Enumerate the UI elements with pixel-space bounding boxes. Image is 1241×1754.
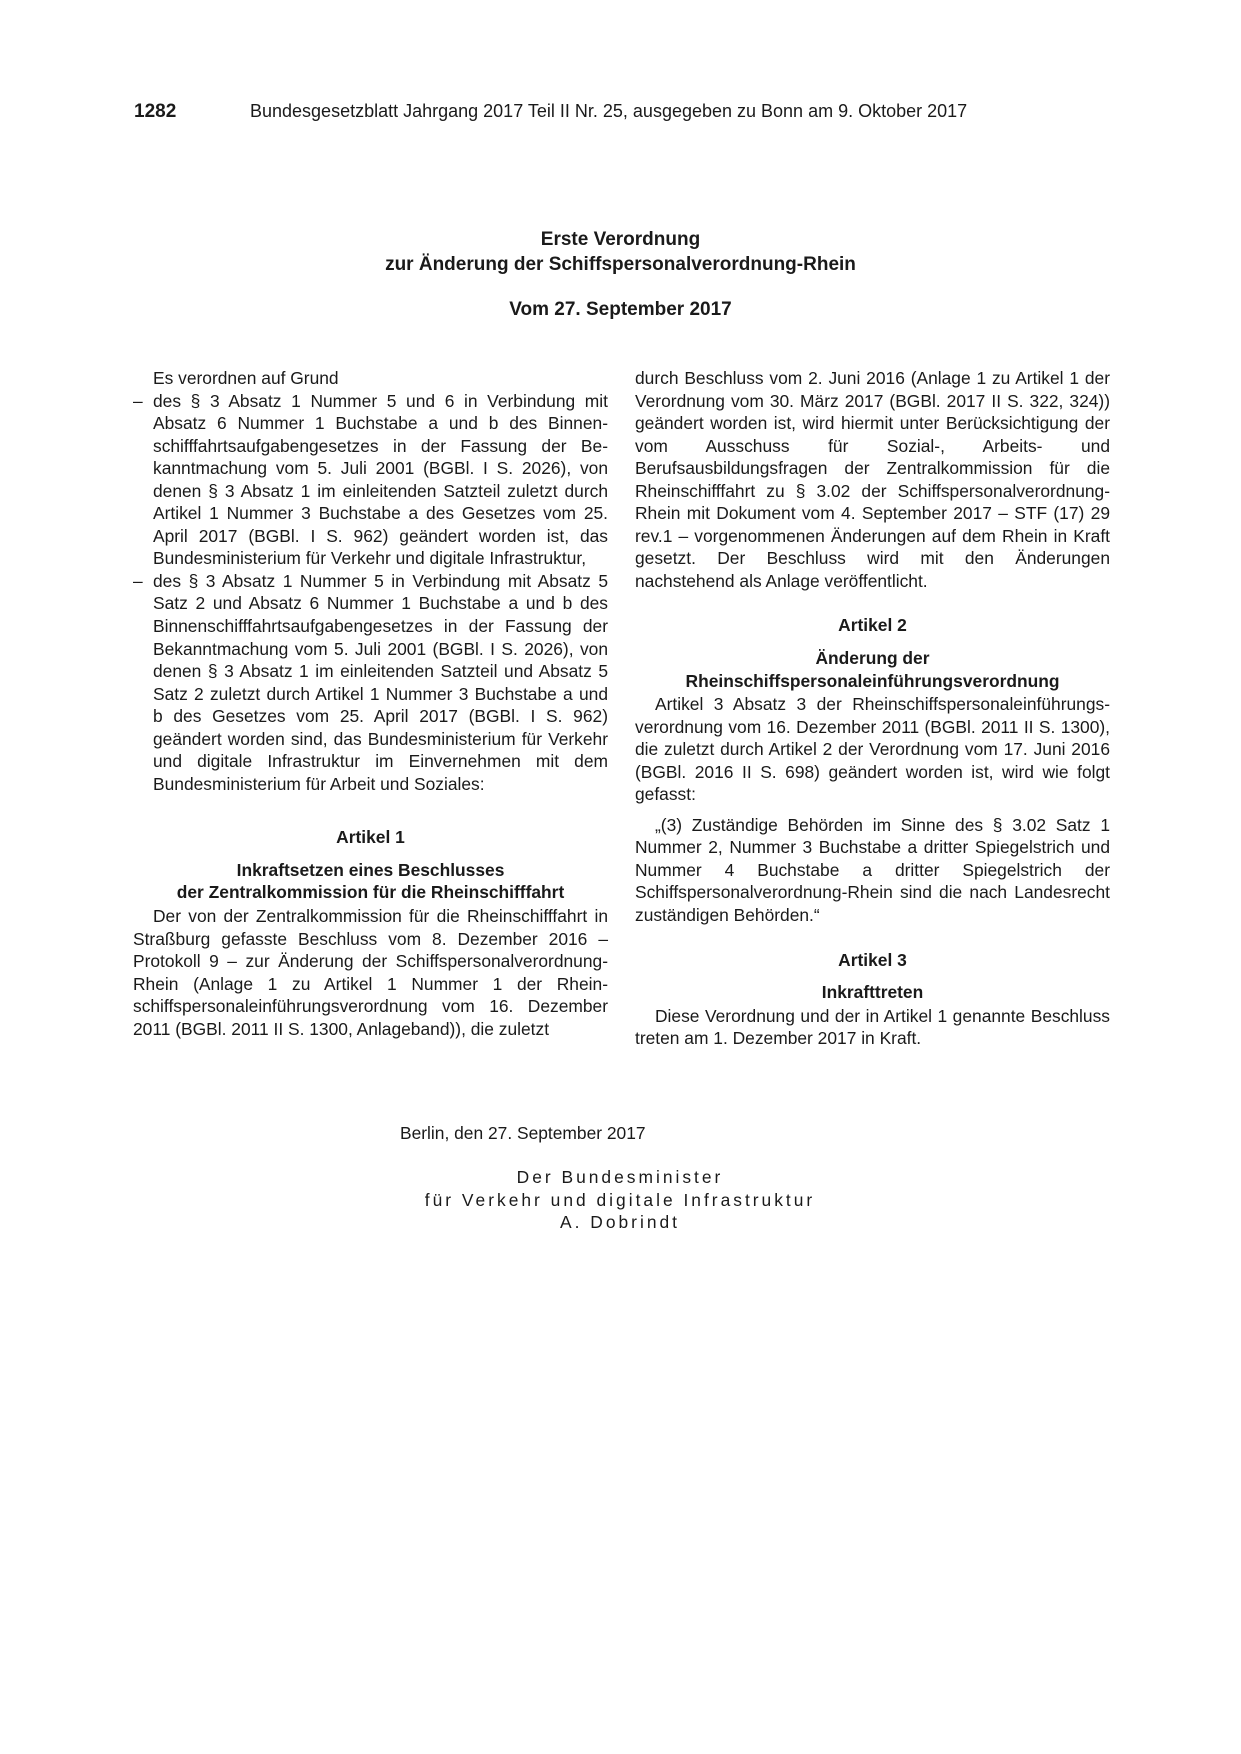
dash-bullet: – (133, 570, 143, 591)
article-1-title-line-1: Inkraftsetzen eines Beschlusses (236, 859, 505, 880)
article-3-title: Inkrafttreten (821, 982, 924, 1003)
preamble-intro: Es verordnen auf Grund (153, 368, 339, 388)
signature-place-date: Berlin, den 27. September 2017 (400, 1123, 646, 1143)
article-2-number: Artikel 2 (838, 615, 907, 636)
dash-bullet: – (133, 390, 143, 411)
right-column (635, 367, 1110, 1050)
signature-role-line-2: für Verkehr und digitale Infrastruktur (424, 1189, 816, 1210)
page-number: 1282 (134, 101, 177, 122)
left-column (133, 367, 608, 1040)
article-2-quote: „(3) Zuständige Behörden im Sinne des § 3.02 Satz 1 Nummer 2, Nummer 3 Buchstabe a dritter Spiegelstrich und Nummer 4 Buchstabe a dritter Spiegelstrich der Schiffspersonalverordnung-Rhein sind die nach Landesrecht zuständigen Behörden.“ (635, 814, 1110, 926)
gazette-header: Bundesgesetzblatt Jahrgang 2017 Teil II Nr. 25, ausgegeben zu Bonn am 9. Oktober 2017 (250, 101, 968, 121)
preamble-item-1 (133, 390, 608, 570)
article-1-number: Artikel 1 (336, 827, 405, 848)
article-3-number: Artikel 3 (838, 949, 907, 970)
signature-role-line-1: Der Bundesminister (516, 1167, 724, 1187)
preamble-item-2-text: des § 3 Absatz 1 Nummer 5 in Verbindung mit Absatz 5 Satz 2 und Absatz 6 Nummer 1 Buchstabe a und b des Binnenschifffahrtsaufgabengesetzes in der Fassung der Bekanntmachung vom 5. Juli 2001 (BGBl. I S. 2026), von denen § 3 Absatz 1 im einleitenden Satzteil und Absatz 5 Satz 2 zuletzt durch Artikel 1 Nummer 3 Buchstabe a und b des Gesetzes vom 25. April 2017 (BGBl. I S. 962) geändert worden sind, das Bundesministerium für Verkehr und digitale Infrastruktur im Einvernehmen mit dem Bundesministerium für Arbeit und Soziales: (153, 570, 608, 794)
page-header (134, 100, 1014, 123)
article-2-body: Artikel 3 Absatz 3 der Rheinschiffspersonaleinführungsverordnung vom 16. Dezember 2011 (BGBl. 2011 II S. 1300), die zuletzt durch Artikel 2 der Verordnung vom 17. Juni 2016 (BGBl. 2016 II S. 698) geändert worden ist, wird wie folgt gefasst: (635, 694, 1110, 805)
article-1-title (133, 859, 608, 904)
article-3-body: Diese Verordnung und der in Artikel 1 genannte Beschluss treten am 1. Dezember 2017 in Kraft. (635, 1005, 1110, 1049)
preamble-item-2 (133, 570, 608, 795)
signature-block (320, 1166, 920, 1234)
document-title (134, 227, 1107, 322)
article-2-title (635, 647, 1110, 692)
signature-name: A. Dobrindt (560, 1212, 680, 1232)
title-date: Vom 27. September 2017 (509, 299, 732, 320)
article-1-title-line-2: der Zentralkommission für die Rheinschifffahrt (176, 882, 565, 903)
preamble-item-1-text: des § 3 Absatz 1 Nummer 5 und 6 in Verbindung mit Absatz 6 Nummer 1 Buchstabe a und b des Binnenschifffahrtsaufgabengesetzes in der Fassung der Bekanntmachung vom 5. Juli 2001 (BGBl. I S. 2026), von denen § 3 Absatz 1 im einleitenden Satzteil zuletzt durch Artikel 1 Nummer 3 Buchstabe a des Gesetzes vom 25. April 2017 (BGBl. I S. 962) geändert worden ist, das Bundesministerium für Verkehr und digitale Infrastruktur, (153, 390, 608, 569)
article-2-title-line-1: Änderung der (815, 648, 930, 669)
title-line-1: Erste Verordnung (540, 229, 701, 250)
article-2-title-line-2: Rheinschiffspersonaleinführungsverordnung (685, 670, 1060, 691)
article-1-body-start: Der von der Zentralkommission für die Rheinschifffahrt in Straßburg gefasste Beschluss vom 8. Dezember 2016 – Protokoll 9 – zur Änderung der Schiffspersonalverordnung-Rhein (Anlage 1 zu Artikel 1 Nummer 1 der Rheinschiffspersonaleinführungsverordnung vom 16. Dezember 2011 (BGBl. 2011 II S. 1300, Anlageband)), die zuletzt (133, 906, 608, 1039)
title-line-2: zur Änderung der Schiffspersonalverordnung-Rhein (385, 254, 856, 275)
article-1-body-continued: durch Beschluss vom 2. Juni 2016 (Anlage 1 zu Artikel 1 der Verordnung vom 30. März 2017 (BGBl. 2017 II S. 322, 324)) geändert worden ist, wird hiermit unter Berücksichtigung der vom Ausschuss für Sozial-, Arbeits- und Berufsausbildungsfragen der Zentralkommission für die Rheinschifffahrt zu § 3.02 der Schiffspersonalverordnung-Rhein mit Dokument vom 4. September 2017 – STF (17) 29 rev.1 – vorgenommenen Änderungen auf dem Rhein in Kraft gesetzt. Der Beschluss wird mit den Änderungen nachstehend als Anlage veröffentlicht. (635, 368, 1110, 591)
